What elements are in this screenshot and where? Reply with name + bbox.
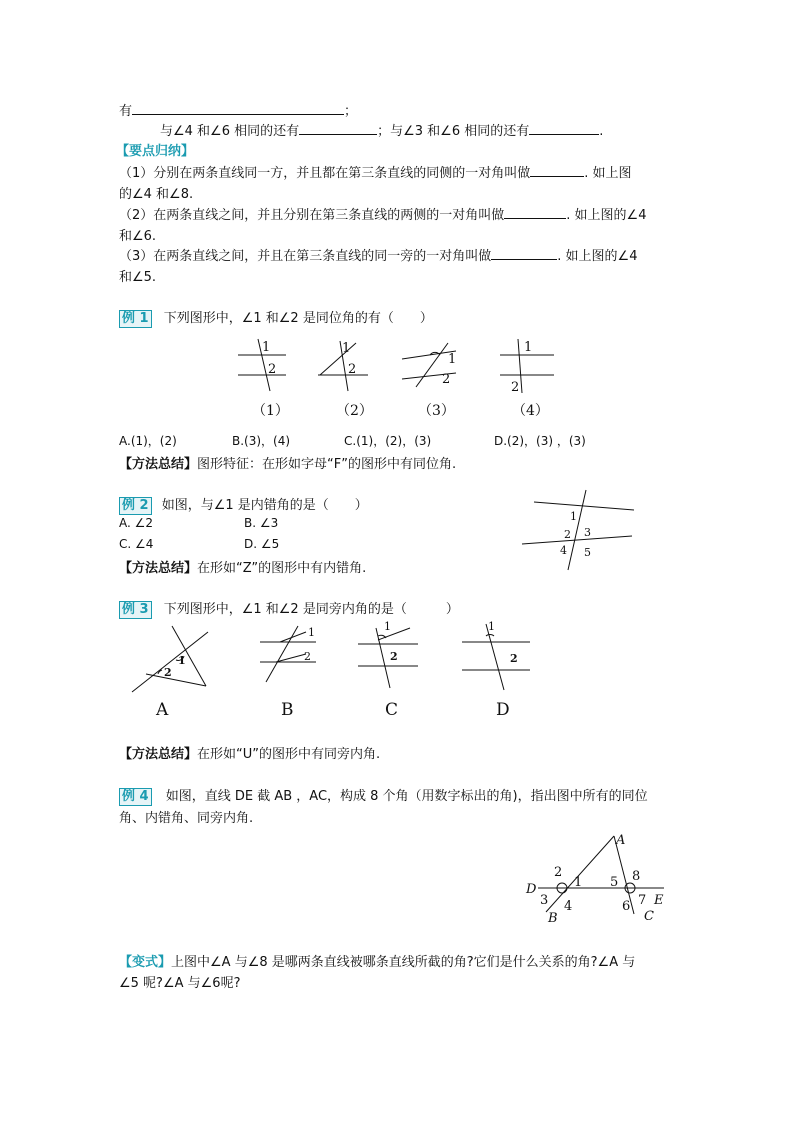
label-2: 2	[564, 528, 571, 541]
point-b: B	[548, 911, 558, 926]
label-2: 2	[510, 652, 518, 665]
angle-7: 7	[638, 893, 647, 908]
intro-line-1	[119, 100, 357, 119]
ex1-fig-1	[238, 339, 286, 391]
ex1-caption-4: （4）	[512, 403, 549, 419]
angle-5: 5	[610, 875, 619, 890]
line	[522, 536, 632, 544]
line	[486, 624, 504, 690]
label-1: 1	[342, 341, 351, 356]
ex3-caption-b: B	[281, 700, 294, 720]
line	[132, 632, 208, 692]
summary-p3-cont: 和∠5.	[119, 270, 157, 285]
ex2-option-d[interactable]: D. ∠5	[244, 537, 280, 551]
ex2-option-b[interactable]: B. ∠3	[244, 516, 279, 530]
ex1-fig-3	[402, 343, 456, 387]
answer-blank[interactable]	[529, 122, 599, 135]
ex3-tag: 例 3	[119, 601, 152, 619]
answer-blank[interactable]	[299, 122, 377, 135]
ex4-tag: 例 4	[119, 788, 152, 806]
ex1-question: 下列图形中，∠1 和∠2 是同位角的有（ ）	[163, 311, 433, 326]
method-text: 在形如“Z”的图形中有内错角.	[197, 561, 367, 576]
label-1: 1	[262, 340, 271, 355]
angle-6: 6	[622, 899, 631, 914]
line	[280, 632, 306, 642]
label-2: 2	[164, 666, 172, 679]
point-d: D	[526, 882, 537, 897]
ex2-method	[119, 557, 366, 576]
summary-p3	[119, 245, 637, 264]
line	[146, 674, 206, 686]
ex1-caption-3: （3）	[418, 403, 455, 419]
ex1-caption-1: （1）	[252, 403, 289, 419]
ex3-caption-a: A	[156, 700, 169, 720]
label-2: 2	[390, 650, 398, 663]
summary-p1-cont: 的∠4 和∠8.	[119, 187, 194, 202]
ex4-figure	[522, 830, 672, 926]
intro-prefix: 有	[119, 104, 133, 119]
label-1: 1	[488, 620, 495, 633]
summary-p2	[119, 204, 646, 223]
method-text: 图形特征：在形如字母“F”的图形中有同位角.	[197, 457, 457, 472]
label-2: 2	[348, 362, 357, 377]
ex2-question: 如图，与∠1 是内错角的是（ ）	[161, 498, 368, 513]
answer-blank[interactable]	[530, 164, 584, 177]
variant-line-2: ∠5 呢?∠A 与∠6呢?	[119, 976, 241, 991]
angle-2: 2	[554, 865, 563, 880]
label-1: 1	[448, 352, 457, 367]
ex4-question-2: 角、内错角、同旁内角.	[119, 811, 254, 826]
ex3-fig-a	[132, 626, 208, 692]
summary-text: . 如上图的∠4	[566, 208, 647, 223]
ex2-figure	[518, 486, 638, 574]
ex3-question-line	[119, 598, 459, 619]
variant-line-1	[119, 951, 635, 970]
line	[376, 628, 390, 688]
summary-text: （1）分别在两条直线同一方，并且都在第三条直线的同侧的一对角叫做	[119, 166, 531, 181]
intro-text-a: 与∠4 和∠6 相同的还有	[160, 124, 300, 139]
ex1-option-b[interactable]: B.(3)，(4)	[232, 434, 291, 448]
angle-3: 3	[540, 893, 549, 908]
ex1-option-c[interactable]: C.(1)，(2)，(3)	[344, 434, 432, 448]
ex3-method	[119, 743, 380, 762]
intro-text-b: ；与∠3 和∠6 相同的还有	[377, 124, 530, 139]
point-c: C	[644, 909, 654, 924]
label-3: 3	[584, 526, 591, 539]
angle-8: 8	[632, 869, 641, 884]
ex2-question-line	[119, 494, 368, 515]
ex3-fig-d	[462, 620, 530, 690]
line	[534, 502, 634, 510]
summary-text: （3）在两条直线之间，并且在第三条直线的同一旁的一对角叫做	[119, 249, 492, 264]
ex2-option-a[interactable]: A. ∠2	[119, 516, 154, 530]
point-e: E	[654, 893, 664, 908]
summary-p2-cont: 和∠6.	[119, 229, 157, 244]
ex2-option-c[interactable]: C. ∠4	[119, 537, 154, 551]
label-2: 2	[304, 650, 311, 663]
ex1-option-d[interactable]: D.(2)，(3) ，(3)	[494, 434, 586, 448]
angle-1: 1	[574, 875, 583, 890]
angle-4: 4	[564, 899, 573, 914]
summary-p1	[119, 162, 632, 181]
label-1: 1	[384, 620, 391, 633]
ex3-figures	[126, 620, 546, 696]
ex2-tag: 例 2	[119, 497, 152, 515]
ex1-option-a[interactable]: A.(1)，(2)	[119, 434, 177, 448]
ex1-tag: 例 1	[119, 310, 152, 328]
label-2: 2	[511, 380, 520, 395]
intro-suffix: ；	[344, 104, 358, 119]
ex3-fig-c	[358, 620, 418, 688]
label-2: 2	[268, 362, 277, 377]
line	[378, 628, 410, 640]
intro-end: .	[599, 124, 604, 139]
ex3-caption-c: C	[385, 700, 399, 720]
summary-heading: 【要点归纳】	[116, 144, 195, 159]
answer-blank[interactable]	[491, 247, 557, 260]
ex1-fig-2	[318, 341, 368, 391]
summary-text: . 如上图	[584, 166, 632, 181]
summary-text: （2）在两条直线之间，并且分别在第三条直线的两侧的一对角叫做	[119, 208, 505, 223]
angle-arc	[486, 634, 494, 636]
ex1-caption-2: （2）	[336, 403, 373, 419]
method-tag: 【方法总结】	[119, 747, 198, 762]
summary-text: . 如上图的∠4	[557, 249, 638, 264]
ex1-fig-4	[500, 339, 554, 395]
variant-tag: 【变式】	[119, 955, 172, 970]
method-text: 在形如“U”的图形中有同旁内角.	[197, 747, 381, 762]
label-1: 1	[524, 340, 533, 355]
ex3-fig-b	[260, 626, 316, 682]
intro-line-2	[160, 120, 603, 139]
ex1-figures	[230, 335, 570, 397]
answer-blank[interactable]	[132, 102, 344, 115]
answer-blank[interactable]	[504, 206, 566, 219]
variant-text-1: 上图中∠A 与∠8 是哪两条直线被哪条直线所截的角?它们是什么关系的角?∠A 与	[171, 955, 636, 970]
ex1-question-line	[119, 307, 433, 328]
ex4-question-line	[119, 785, 648, 806]
method-tag: 【方法总结】	[119, 457, 198, 472]
label-2: 2	[442, 372, 451, 387]
ex4-question-1: 如图，直线 DE 截 AB ，AC，构成 8 个角（用数字标出的角)，指出图中所有的同位	[165, 789, 648, 804]
line	[276, 654, 306, 662]
label-1: 1	[308, 626, 315, 639]
label-1: 1	[570, 510, 577, 523]
ex1-method	[119, 453, 456, 472]
ex3-caption-d: D	[496, 700, 510, 720]
label-1: 1	[178, 654, 186, 667]
ex3-question: 下列图形中，∠1 和∠2 是同旁内角的是（ ）	[163, 602, 459, 617]
label-5: 5	[584, 546, 591, 559]
label-4: 4	[560, 544, 567, 557]
point-a: A	[616, 833, 626, 848]
method-tag: 【方法总结】	[119, 561, 198, 576]
line	[266, 626, 298, 682]
